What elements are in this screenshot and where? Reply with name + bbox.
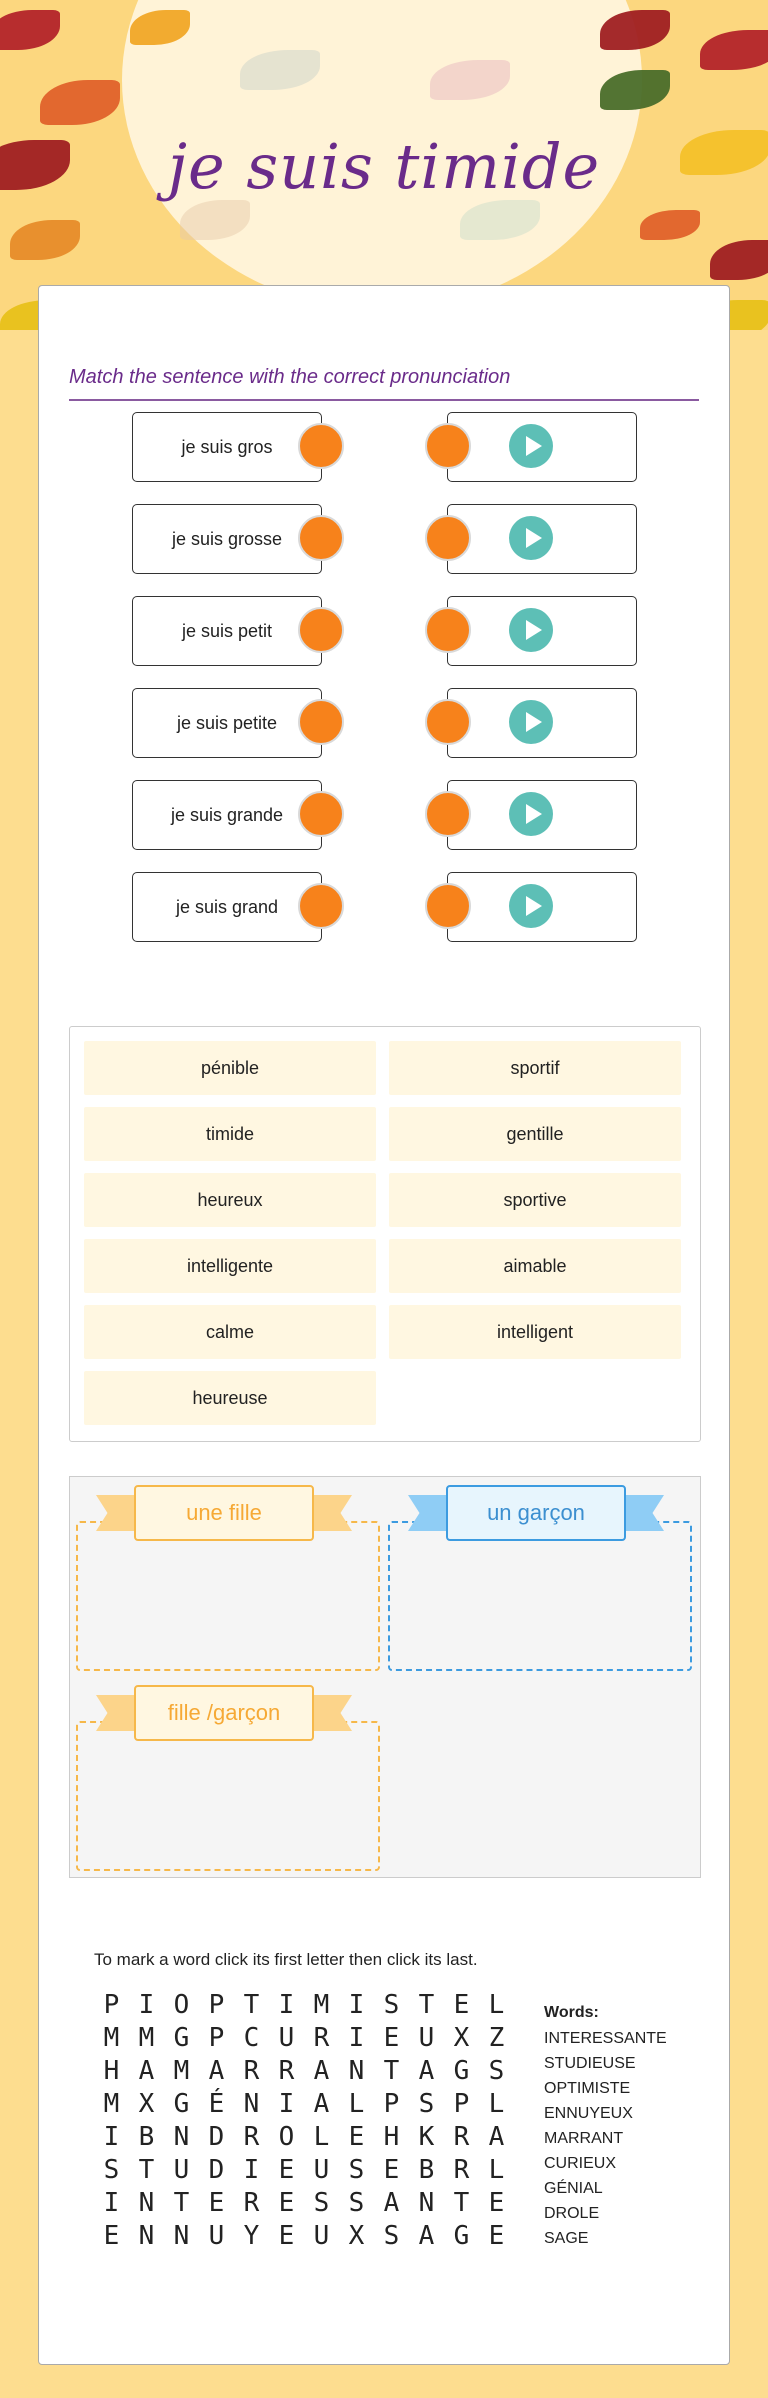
category-label: un garçon: [446, 1485, 626, 1541]
grid-letter[interactable]: R: [453, 2122, 470, 2152]
grid-letter[interactable]: A: [208, 2056, 225, 2086]
grid-letter[interactable]: A: [383, 2188, 400, 2218]
grid-letter[interactable]: K: [418, 2122, 435, 2152]
sentence-box[interactable]: [132, 504, 322, 574]
grid-letter[interactable]: E: [383, 2155, 400, 2185]
grid-letter[interactable]: Z: [488, 2023, 505, 2053]
grid-letter[interactable]: Y: [243, 2221, 260, 2251]
grid-letter[interactable]: N: [173, 2122, 190, 2152]
grid-letter[interactable]: N: [138, 2221, 155, 2251]
category-sort: [69, 1476, 701, 1878]
leaf-decoration: [640, 210, 700, 240]
grid-letter[interactable]: P: [103, 1990, 120, 2020]
grid-letter[interactable]: I: [103, 2122, 120, 2152]
grid-letter[interactable]: É: [208, 2089, 225, 2119]
word-chip[interactable]: aimable: [389, 1239, 681, 1293]
grid-letter[interactable]: M: [138, 2023, 155, 2053]
grid-letter[interactable]: T: [453, 2188, 470, 2218]
grid-letter[interactable]: G: [173, 2089, 190, 2119]
sentence-label: je suis petite: [176, 713, 278, 733]
grid-letter[interactable]: I: [138, 1990, 155, 2020]
grid-letter[interactable]: X: [453, 2023, 470, 2053]
word-list-item: DROLE: [544, 2205, 600, 2222]
matching-instruction: Match the sentence with the correct pronunciation: [69, 366, 699, 401]
grid-letter[interactable]: A: [418, 2221, 435, 2251]
grid-letter[interactable]: A: [418, 2056, 435, 2086]
grid-letter[interactable]: L: [348, 2089, 365, 2119]
grid-letter[interactable]: L: [313, 2122, 330, 2152]
grid-letter[interactable]: U: [208, 2221, 225, 2251]
grid-letter[interactable]: M: [173, 2056, 190, 2086]
grid-letter[interactable]: U: [313, 2155, 330, 2185]
match-connector-right[interactable]: [425, 699, 471, 745]
grid-letter[interactable]: I: [348, 2023, 365, 2053]
leaf-decoration: [0, 10, 60, 50]
drop-zone-une-fille[interactable]: [76, 1521, 380, 1671]
grid-letter[interactable]: B: [418, 2155, 435, 2185]
grid-letter[interactable]: R: [313, 2023, 330, 2053]
grid-letter[interactable]: M: [103, 2089, 120, 2119]
grid-letter[interactable]: M: [103, 2023, 120, 2053]
match-connector-right[interactable]: [425, 607, 471, 653]
grid-letter[interactable]: S: [313, 2188, 330, 2218]
category-ribbon: [96, 1685, 352, 1731]
play-audio-button[interactable]: [509, 792, 553, 836]
sentence-label: je suis grande: [170, 805, 284, 825]
grid-letter[interactable]: A: [488, 2122, 505, 2152]
match-connector-left[interactable]: [298, 423, 344, 469]
grid-letter[interactable]: N: [348, 2056, 365, 2086]
grid-letter[interactable]: I: [278, 2089, 295, 2119]
word-chip[interactable]: sportif: [389, 1041, 681, 1095]
grid-letter[interactable]: E: [278, 2155, 295, 2185]
match-connector-right[interactable]: [425, 883, 471, 929]
category-ribbon: [96, 1485, 352, 1531]
match-connector-left[interactable]: [298, 515, 344, 561]
grid-letter[interactable]: T: [418, 1990, 435, 2020]
word-list-header: Words:: [544, 2004, 599, 2021]
drop-zone-un-garcon[interactable]: [388, 1521, 692, 1671]
grid-letter[interactable]: S: [103, 2155, 120, 2185]
grid-letter[interactable]: N: [138, 2188, 155, 2218]
match-connector-right[interactable]: [425, 515, 471, 561]
grid-letter[interactable]: R: [243, 2122, 260, 2152]
grid-letter[interactable]: U: [418, 2023, 435, 2053]
word-list-item: ENNUYEUX: [544, 2105, 633, 2122]
word-list-item: GÉNIAL: [544, 2180, 603, 2197]
grid-letter[interactable]: E: [208, 2188, 225, 2218]
grid-letter[interactable]: H: [103, 2056, 120, 2086]
grid-letter[interactable]: I: [278, 1990, 295, 2020]
grid-letter[interactable]: E: [278, 2188, 295, 2218]
sentence-box[interactable]: [132, 412, 322, 482]
word-list-item: CURIEUX: [544, 2155, 617, 2172]
grid-letter[interactable]: H: [383, 2122, 400, 2152]
play-audio-button[interactable]: [509, 424, 553, 468]
sentence-box[interactable]: [132, 872, 322, 942]
match-connector-left[interactable]: [298, 791, 344, 837]
sentence-label: je suis grand: [175, 897, 279, 917]
grid-letter[interactable]: U: [173, 2155, 190, 2185]
grid-letter[interactable]: E: [488, 2221, 505, 2251]
grid-letter[interactable]: T: [243, 1990, 260, 2020]
play-audio-button[interactable]: [509, 516, 553, 560]
match-connector-right[interactable]: [425, 791, 471, 837]
grid-letter[interactable]: E: [383, 2023, 400, 2053]
sentence-label: je suis petit: [181, 621, 273, 641]
grid-letter[interactable]: R: [278, 2056, 295, 2086]
sentence-label: je suis grosse: [171, 529, 283, 549]
word-list-item: OPTIMISTE: [544, 2080, 631, 2097]
word-chip[interactable]: pénible: [84, 1041, 376, 1095]
grid-letter[interactable]: S: [348, 2188, 365, 2218]
word-list-item: STUDIEUSE: [544, 2055, 636, 2072]
leaf-decoration: [710, 240, 768, 280]
grid-letter[interactable]: A: [138, 2056, 155, 2086]
word-chip[interactable]: gentille: [389, 1107, 681, 1161]
grid-letter[interactable]: I: [103, 2188, 120, 2218]
word-chip[interactable]: calme: [84, 1305, 376, 1359]
grid-letter[interactable]: G: [453, 2221, 470, 2251]
grid-letter[interactable]: P: [208, 2023, 225, 2053]
wordsearch-word-list: [544, 2004, 694, 2251]
grid-letter[interactable]: T: [138, 2155, 155, 2185]
grid-letter[interactable]: R: [453, 2155, 470, 2185]
grid-letter[interactable]: O: [278, 2122, 295, 2152]
word-list-item: SAGE: [544, 2230, 589, 2247]
match-connector-left[interactable]: [298, 883, 344, 929]
grid-letter[interactable]: N: [418, 2188, 435, 2218]
sentence-label: je suis gros: [181, 437, 273, 457]
word-list-item: MARRANT: [544, 2130, 624, 2147]
play-audio-button[interactable]: [509, 884, 553, 928]
word-chip[interactable]: heureuse: [84, 1371, 376, 1425]
page-title: je suis timide: [167, 130, 601, 203]
word-list-item: INTERESSANTE: [544, 2030, 667, 2047]
match-connector-left[interactable]: [298, 699, 344, 745]
grid-letter[interactable]: S: [488, 2056, 505, 2086]
grid-letter[interactable]: B: [138, 2122, 155, 2152]
leaf-decoration: [10, 220, 80, 260]
grid-letter[interactable]: G: [453, 2056, 470, 2086]
grid-letter[interactable]: R: [243, 2188, 260, 2218]
grid-letter[interactable]: S: [348, 2155, 365, 2185]
grid-letter[interactable]: L: [488, 2089, 505, 2119]
grid-letter[interactable]: X: [348, 2221, 365, 2251]
grid-letter[interactable]: U: [278, 2023, 295, 2053]
grid-letter[interactable]: L: [488, 2155, 505, 2185]
grid-letter[interactable]: T: [173, 2188, 190, 2218]
grid-letter[interactable]: D: [208, 2155, 225, 2185]
grid-letter[interactable]: E: [348, 2122, 365, 2152]
match-connector-right[interactable]: [425, 423, 471, 469]
grid-letter[interactable]: G: [173, 2023, 190, 2053]
word-chip[interactable]: intelligent: [389, 1305, 681, 1359]
grid-letter[interactable]: P: [453, 2089, 470, 2119]
sentence-box[interactable]: [132, 596, 322, 666]
sentence-box[interactable]: [132, 688, 322, 758]
grid-letter[interactable]: I: [348, 1990, 365, 2020]
grid-letter[interactable]: E: [278, 2221, 295, 2251]
grid-letter[interactable]: S: [383, 2221, 400, 2251]
grid-letter[interactable]: N: [173, 2221, 190, 2251]
category-label: fille /garçon: [134, 1685, 314, 1741]
play-audio-button[interactable]: [509, 700, 553, 744]
leaf-decoration: [700, 30, 768, 70]
play-audio-button[interactable]: [509, 608, 553, 652]
grid-letter[interactable]: M: [313, 1990, 330, 2020]
grid-letter[interactable]: N: [243, 2089, 260, 2119]
grid-letter[interactable]: X: [138, 2089, 155, 2119]
grid-letter[interactable]: A: [313, 2089, 330, 2119]
grid-letter[interactable]: L: [488, 1990, 505, 2020]
grid-letter[interactable]: S: [383, 1990, 400, 2020]
drop-zone-fille-garcon[interactable]: [76, 1721, 380, 1871]
word-chip[interactable]: timide: [84, 1107, 376, 1161]
grid-letter[interactable]: C: [243, 2023, 260, 2053]
category-ribbon: [408, 1485, 664, 1531]
grid-letter[interactable]: T: [383, 2056, 400, 2086]
match-connector-left[interactable]: [298, 607, 344, 653]
category-label: une fille: [134, 1485, 314, 1541]
grid-letter[interactable]: O: [173, 1990, 190, 2020]
sentence-box[interactable]: [132, 780, 322, 850]
grid-letter[interactable]: I: [243, 2155, 260, 2185]
grid-letter[interactable]: D: [208, 2122, 225, 2152]
grid-letter[interactable]: R: [243, 2056, 260, 2086]
wordsearch-instruction: To mark a word click its first letter then click its last.: [94, 1950, 478, 1969]
word-chip[interactable]: sportive: [389, 1173, 681, 1227]
grid-letter[interactable]: E: [488, 2188, 505, 2218]
grid-letter[interactable]: P: [208, 1990, 225, 2020]
grid-letter[interactable]: E: [453, 1990, 470, 2020]
grid-letter[interactable]: S: [418, 2089, 435, 2119]
header-banner: [0, 0, 768, 330]
grid-letter[interactable]: P: [383, 2089, 400, 2119]
word-bank: [69, 1026, 701, 1442]
word-chip[interactable]: intelligente: [84, 1239, 376, 1293]
leaf-decoration: [40, 80, 120, 125]
grid-letter[interactable]: A: [313, 2056, 330, 2086]
grid-letter[interactable]: U: [313, 2221, 330, 2251]
grid-letter[interactable]: E: [103, 2221, 120, 2251]
word-chip[interactable]: heureux: [84, 1173, 376, 1227]
